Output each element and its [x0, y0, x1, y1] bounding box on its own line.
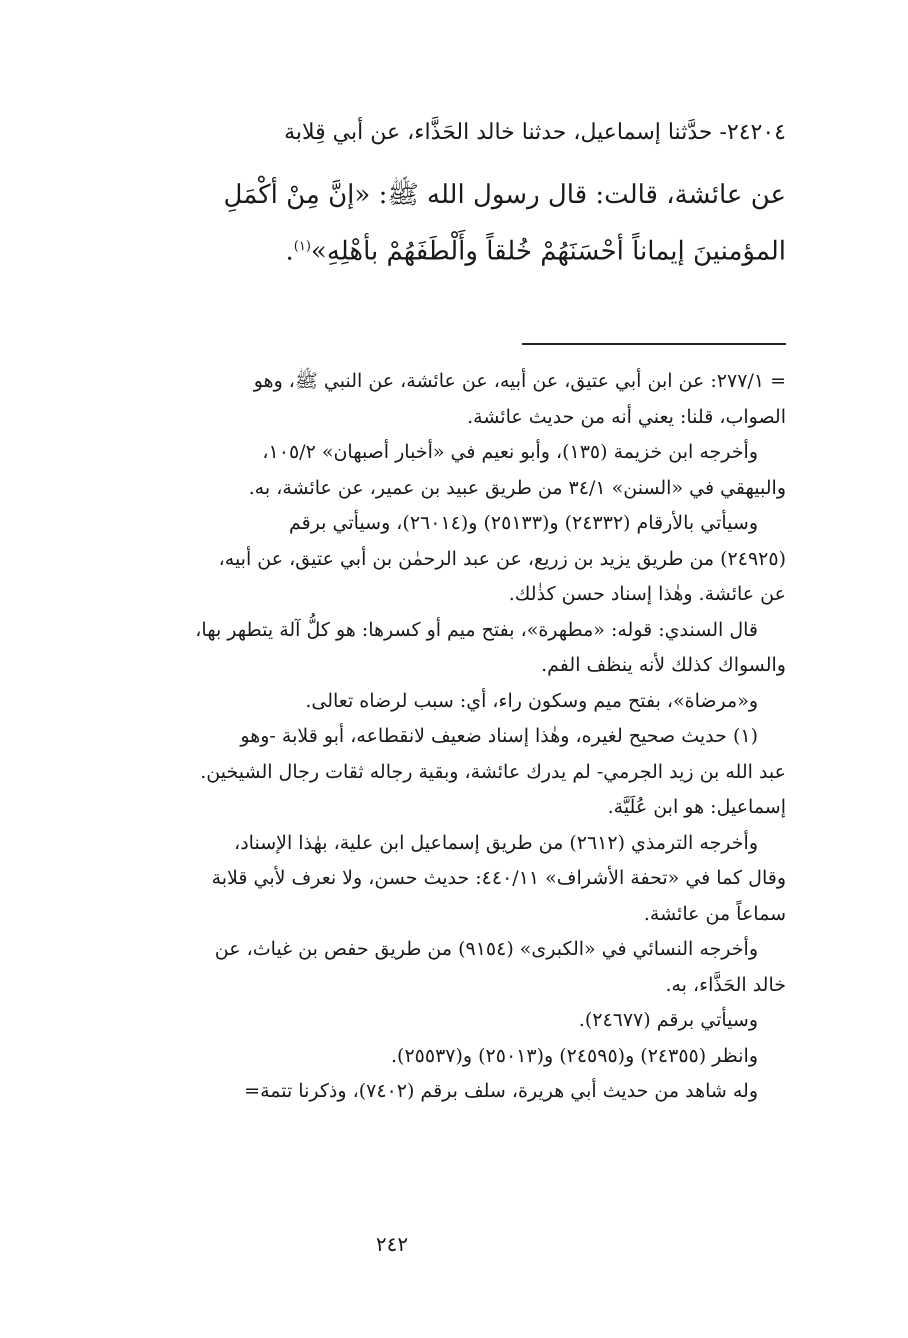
- footnote-line: عن عائشة. وهٰذا إسناد حسن كذٰلك.: [508, 583, 786, 605]
- footnote-line: وأخرجه النسائي في «الكبرى» (٩١٥٤) من طريق حفص بن غياث، عن: [214, 938, 758, 960]
- footnote-line: وأخرجه الترمذي (٢٦١٢) من طريق إسماعيل ابن علية، بهٰذا الإسناد،: [234, 831, 758, 854]
- footnote-line: (١) حديث صحيح لغيره، وهٰذا إسناد ضعيف لانقطاعه، أبو قلابة -وهو: [240, 725, 758, 747]
- footnotes-section: [78, 364, 786, 1110]
- footnote-divider: [522, 343, 786, 345]
- footnote-line: و«مرضاة»، بفتح ميم وسكون راء، أي: سبب لرضاه تعالى.: [305, 689, 758, 712]
- hadith-text-line: [78, 170, 786, 220]
- footnote-line: والسواك كذلك لأنه ينظف الفم.: [541, 654, 786, 676]
- footnote-line: إسماعيل: هو ابن عُلَيَّة.: [607, 796, 786, 818]
- hadith-line-2: عن عائشة، قالت: قال رسول الله ﷺ: «إنَّ مِنْ أكْمَلِ: [223, 180, 786, 210]
- footnote-line: خالد الحَذَّاء، به.: [665, 973, 786, 996]
- footnote-line: وسيأتي برقم (٢٤٦٧٧).: [578, 1009, 758, 1031]
- footnote-line: وله شاهد من حديث أبي هريرة، سلف برقم (٧٤٠٢)، وذكرنا تتمة=: [244, 1080, 758, 1102]
- footnote-line: (٢٤٩٢٥) من طريق يزيد بن زريع، عن عبد الرحمٰن بن أبي عتيق، عن أبيه،: [218, 547, 786, 570]
- footnote-marker: (١): [293, 239, 311, 254]
- footnote-line: سماعاً من عائشة.: [643, 902, 786, 925]
- footnote-line: وسيأتي بالأرقام (٢٤٣٣٢) و(٢٥١٣٣) و(٢٦٠١٤)، وسيأتي برقم: [288, 512, 758, 534]
- footnote-line: وقال كما في «تحفة الأشراف» ٤٤٠/١١: حديث حسن، ولا نعرف لأبي قلابة: [211, 867, 786, 889]
- footnote-line: وانظر (٢٤٣٥٥) و(٢٤٥٩٥) و(٢٥٠١٣) و(٢٥٥٣٧).: [391, 1044, 758, 1067]
- footnote-line: قال السندي: قوله: «مطهرة»، بفتح ميم أو كسرها: هو كلُّ آلة يتطهر بها،: [195, 618, 758, 641]
- hadith-text-line: [78, 222, 786, 277]
- footnote-line: والبيهقي في «السنن» ٣٤/١ من طريق عبيد بن عمير، عن عائشة، به.: [248, 476, 786, 499]
- page-number: ٢٤٢: [375, 1232, 409, 1256]
- book-page: [78, 0, 786, 1338]
- hadith-line-1: ٢٤٢٠٤- حدَّثنا إسماعيل، حدثنا خالد الحَذَّاء، عن أبي قِلابة: [284, 120, 786, 145]
- hadith-line-3-end: .: [285, 236, 294, 267]
- footnote-line: وأخرجه ابن خزيمة (١٣٥)، وأبو نعيم في «أخبار أصبهان» ١٠٥/٢،: [262, 441, 758, 463]
- footnote-line: = ٢٧٧/١: عن ابن أبي عتيق، عن أبيه، عن عائشة، عن النبي ﷺ، وهو: [253, 370, 786, 392]
- footnote-line: الصواب، قلنا: يعني أنه من حديث عائشة.: [467, 405, 786, 428]
- hadith-line-3: المؤمنينَ إيماناً أحْسَنَهُمْ خُلقاً وأَلْطَفَهُمْ بأهْلِهِ»: [310, 236, 786, 267]
- hadith-heading-line: [168, 104, 786, 162]
- footnote-line: عبد الله بن زيد الجرمي- لم يدرك عائشة، وبقية رجاله ثقات رجال الشيخين.: [200, 760, 786, 783]
